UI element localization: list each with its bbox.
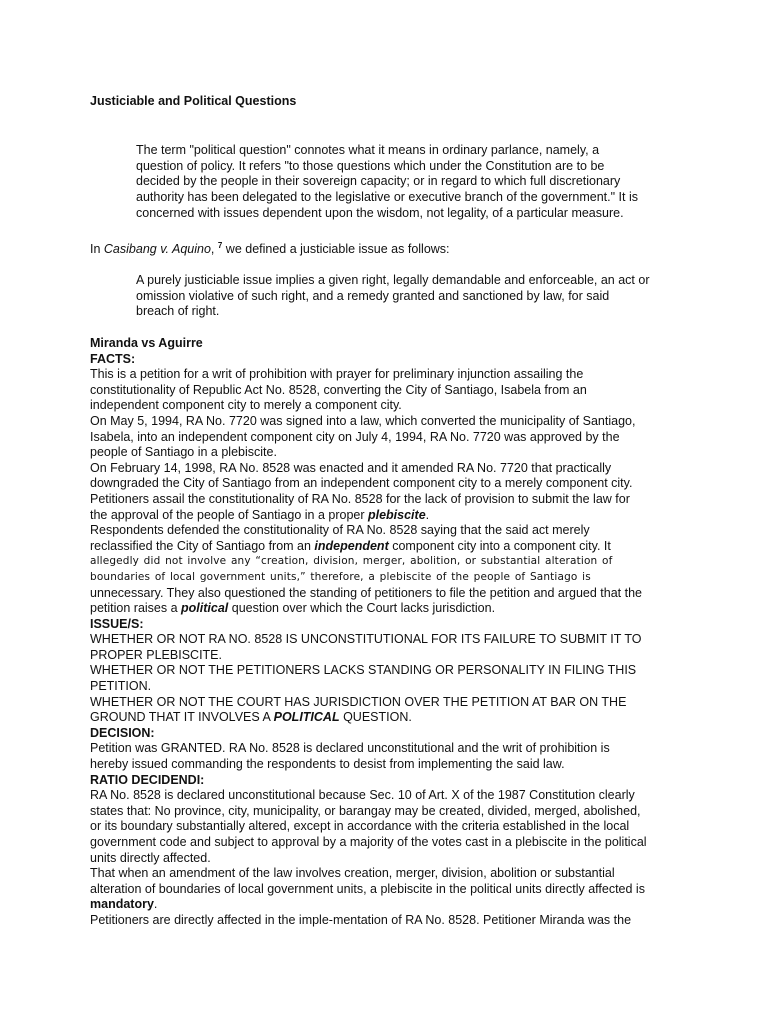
quote-line: omission violative of such right, and a remedy granted and sanctioned by law, for said — [136, 288, 610, 303]
facts-line: Petitioners assail the constitutionality of RA No. 8528 for the lack of provision to submit the law for — [90, 491, 630, 506]
ratio-line: RA No. 8528 is declared unconstitutional because Sec. 10 of Art. X of the 1987 Constitution clearly — [90, 788, 635, 803]
facts-line: boundaries of local government units,” therefore, a plebiscite of the people of Santiago is — [90, 570, 591, 583]
ratio-heading: RATIO DECIDENDI: — [90, 772, 205, 787]
ratio-line: government code and subject to approval by a majority of the votes cast in a plebiscite in the political — [90, 835, 647, 849]
text-run: QUESTION. — [339, 710, 412, 725]
political-question-quote — [136, 143, 684, 222]
case-heading: Miranda vs Aguirre — [90, 336, 203, 350]
facts-line: unnecessary. They also questioned the standing of petitioners to file the petition and argued that the — [90, 585, 642, 600]
text-run: petition raises a — [90, 601, 182, 616]
facts-heading: FACTS: — [90, 351, 136, 366]
issue-line: WHETHER OR NOT THE COURT HAS JURISDICTION OVER THE PETITION AT BAR ON THE — [90, 694, 627, 709]
text-run: component city into a component city. It — [388, 538, 611, 553]
ratio-line: or its boundary substantially altered, except in accordance with the criteria established in the local — [90, 819, 630, 834]
justiciable-issue-quote — [136, 273, 684, 320]
text-run: reclassified the City of Santiago from an — [90, 538, 315, 553]
facts-line: people of Santiago in a plebiscite. — [90, 445, 277, 460]
facts-line: constitutionality of Republic Act No. 8528, converting the City of Santiago, Isabela from an — [90, 382, 587, 397]
facts-line — [90, 539, 680, 555]
issue-line: WHETHER OR NOT RA NO. 8528 IS UNCONSTITUTIONAL FOR ITS FAILURE TO SUBMIT IT TO — [90, 632, 642, 647]
emphasis-political: political — [181, 601, 229, 616]
facts-line: independent component city to merely a component city. — [90, 398, 402, 413]
case-citation: Casibang v. Aquino — [103, 242, 211, 256]
ratio-line: units directly affected. — [90, 850, 211, 865]
decision-line: Petition was GRANTED. RA No. 8528 is declared unconstitutional and the writ of prohibition is — [90, 741, 610, 756]
ratio-line — [90, 897, 680, 913]
issue-line: WHETHER OR NOT THE PETITIONERS LACKS STANDING OR PERSONALITY IN FILING THIS — [90, 663, 637, 678]
facts-line: Isabela, into an independent component city on July 4, 1994, RA No. 7720 was approved by the — [90, 429, 620, 444]
decision-line: hereby issued commanding the respondents to desist from implementing the said law. — [90, 757, 565, 772]
quote-line: A purely justiciable issue implies a given right, legally demandable and enforceable, an act or — [136, 273, 650, 287]
document-title: Justiciable and Political Questions — [90, 94, 297, 108]
issues-heading: ISSUE/S: — [90, 616, 144, 631]
case-digest — [90, 336, 680, 929]
facts-line: downgraded the City of Santiago from an independent component city to a merely component city. — [90, 476, 633, 491]
decision-heading: DECISION: — [90, 725, 155, 740]
emphasis-political-caps: POLITICAL — [273, 710, 340, 725]
text-run: GROUND THAT IT INVOLVES A — [90, 710, 274, 725]
text-run: . — [153, 897, 158, 912]
intro-suffix: we defined a justiciable issue as follows: — [222, 242, 450, 256]
ratio-line: states that: No province, city, municipality, or barangay may be created, divided, merged, abolished, — [90, 803, 641, 818]
quote-line: breach of right. — [136, 304, 220, 319]
emphasis-plebiscite: plebiscite — [367, 507, 426, 522]
ratio-line: alteration of boundaries of local government units, a plebiscite in the political units directly affected is — [90, 881, 645, 896]
quote-line: authority has been delegated to the legislative or executive branch of the government." It is — [136, 190, 638, 205]
facts-line — [90, 601, 680, 617]
facts-line: This is a petition for a writ of prohibition with prayer for preliminary injunction assailing the — [90, 367, 584, 382]
text-run: the approval of the people of Santiago in a proper — [90, 507, 368, 522]
facts-line: On February 14, 1998, RA No. 8528 was enacted and it amended RA No. 7720 that practically — [90, 460, 612, 475]
facts-line: allegedly did not involve any “creation, division, merger, abolition, or substantial alteration of — [90, 555, 613, 568]
quote-line: The term "political question" connotes what it means in ordinary parlance, namely, a — [136, 143, 600, 157]
casibang-intro — [90, 238, 450, 257]
text-run: question over which the Court lacks jurisdiction. — [228, 601, 496, 616]
facts-line: Respondents defended the constitutionality of RA No. 8528 saying that the said act merely — [90, 523, 590, 538]
text-run: . — [425, 507, 430, 522]
ratio-line: Petitioners are directly affected in the imple-mentation of RA No. 8528. Petitioner Miranda was the — [90, 912, 632, 927]
intro-comma: , — [210, 242, 218, 256]
quote-line: decided by the people in their sovereign capacity; or in regard to which full discretionary — [136, 174, 621, 189]
issue-line: PROPER PLEBISCITE. — [90, 647, 222, 662]
facts-line — [90, 508, 680, 524]
quote-line: question of policy. It refers "to those questions which under the Constitution are to be — [136, 158, 605, 173]
issue-line: PETITION. — [90, 679, 152, 694]
emphasis-independent: independent — [314, 538, 389, 553]
issue-line — [90, 710, 680, 726]
ratio-line: That when an amendment of the law involves creation, merger, division, abolition or substantial — [90, 866, 615, 881]
quote-line: concerned with issues dependent upon the wisdom, not legality, of a particular measure. — [136, 205, 624, 220]
intro-prefix: In — [90, 242, 104, 256]
emphasis-mandatory: mandatory — [90, 897, 154, 912]
footnote-marker: 7 — [217, 241, 223, 250]
facts-line: On May 5, 1994, RA No. 7720 was signed into a law, which converted the municipality of Santiago, — [90, 413, 636, 428]
